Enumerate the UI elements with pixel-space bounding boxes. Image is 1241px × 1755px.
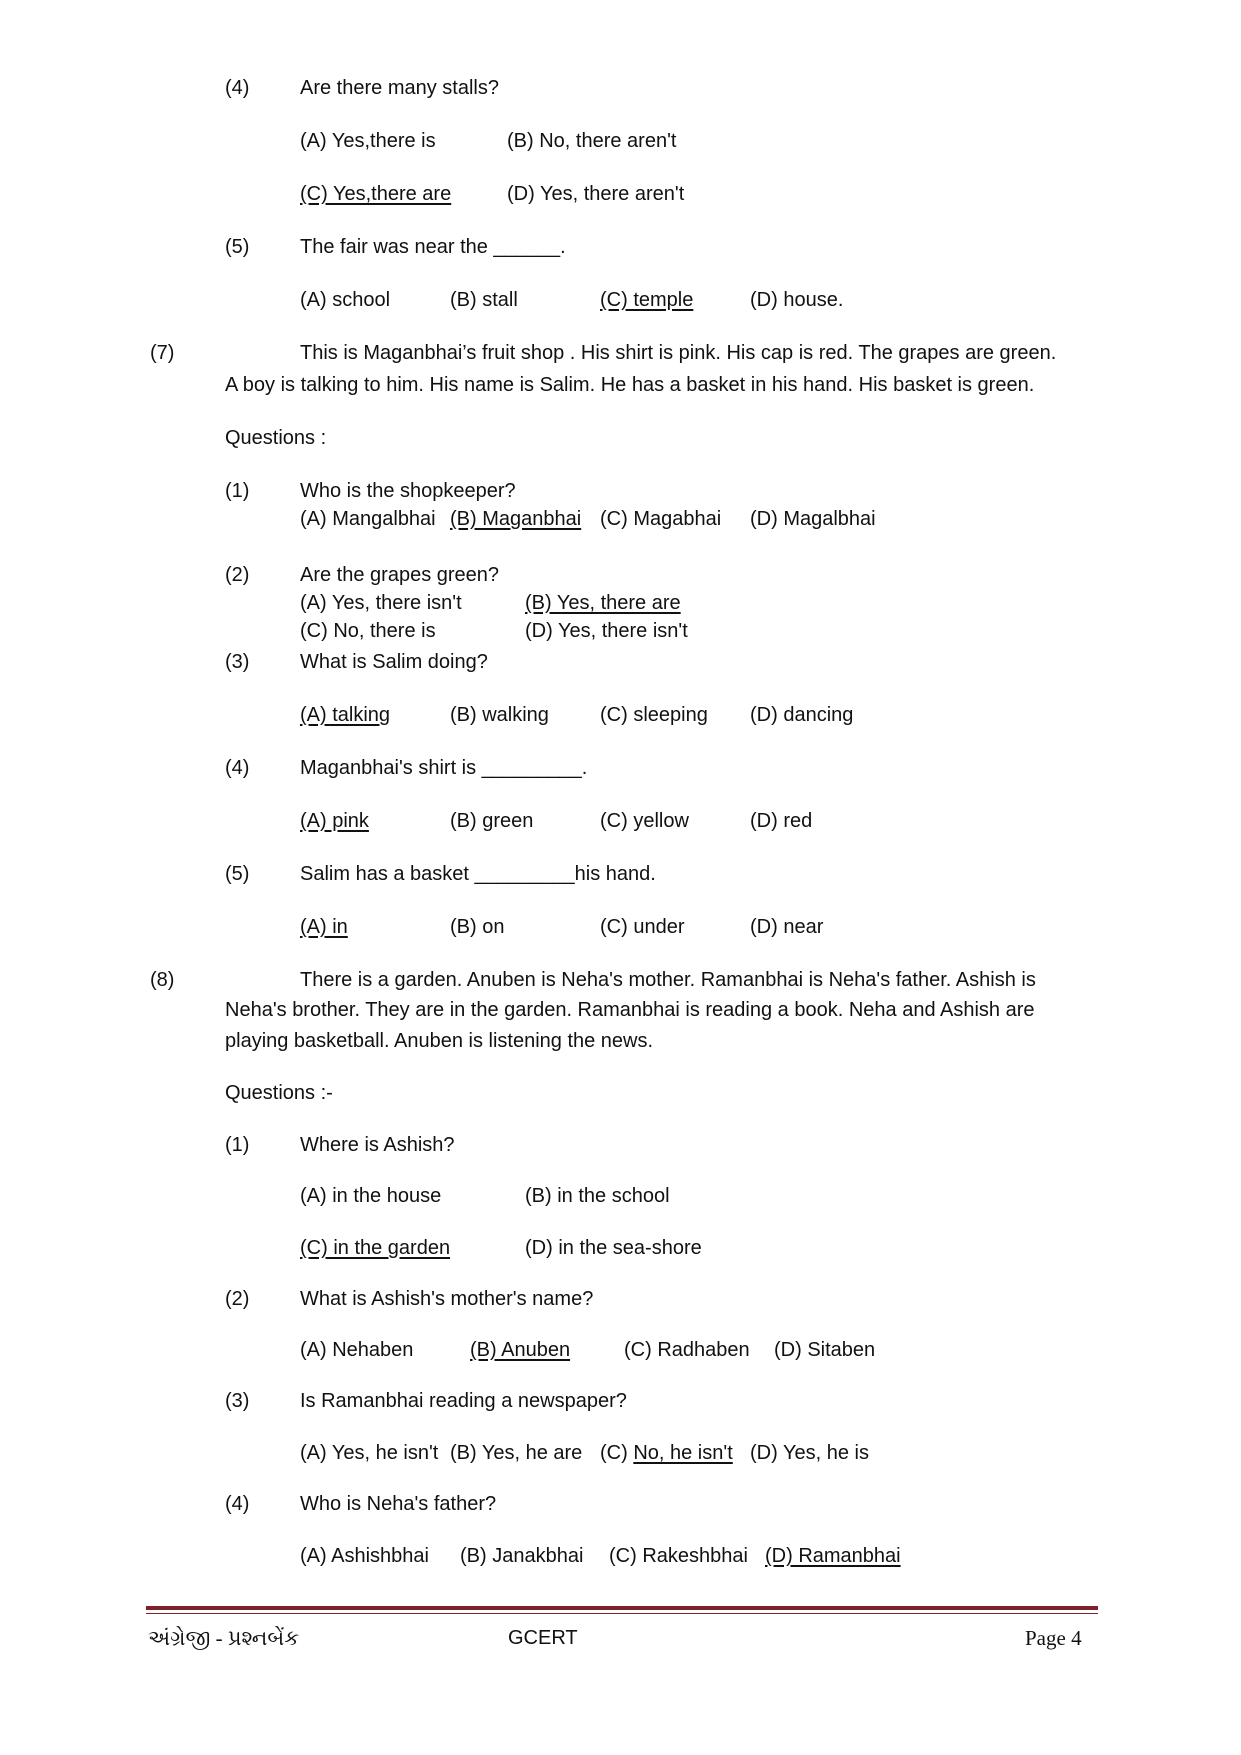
question-text: Who is the shopkeeper? bbox=[300, 480, 516, 502]
question-text: Are the grapes green? bbox=[300, 564, 500, 586]
option-d: (D) near bbox=[750, 916, 824, 938]
question-number: (1) bbox=[225, 1134, 250, 1156]
option-b: (B) stall bbox=[450, 289, 518, 311]
option-c: (C) Rakeshbhai bbox=[609, 1545, 748, 1567]
option-a: (A) Yes,there is bbox=[300, 130, 436, 152]
option-b: (B) Janakbhai bbox=[460, 1545, 584, 1567]
option-d: (D) in the sea-shore bbox=[525, 1237, 702, 1259]
option-d: (D) Yes, there isn't bbox=[525, 620, 688, 642]
question-text: Maganbhai's shirt is _________. bbox=[300, 757, 588, 779]
questions-label: Questions : bbox=[225, 427, 327, 449]
question-number: (4) bbox=[225, 77, 250, 99]
passage-line: playing basketball. Anuben is listening the news. bbox=[225, 1030, 654, 1052]
option-c: (C) sleeping bbox=[600, 704, 708, 726]
question-text: Are there many stalls? bbox=[300, 77, 499, 99]
option-c-answer: (C) in the garden bbox=[300, 1237, 451, 1259]
footer-subject: અંગ્રેજી - પ્રશ્નબેંક bbox=[148, 1626, 300, 1650]
section-number: (7) bbox=[150, 342, 175, 364]
option-a: (A) Yes, there isn't bbox=[300, 592, 462, 614]
option-d: (D) Sitaben bbox=[774, 1339, 876, 1361]
option-b: (B) walking bbox=[450, 704, 549, 726]
page-number: Page 4 bbox=[1025, 1626, 1082, 1650]
option-c-prefix: (C) bbox=[600, 1442, 628, 1464]
question-number: (2) bbox=[225, 1288, 250, 1310]
question-text: Is Ramanbhai reading a newspaper? bbox=[300, 1390, 627, 1412]
question-number: (5) bbox=[225, 863, 250, 885]
option-a: (A) school bbox=[300, 289, 391, 311]
passage-line: There is a garden. Anuben is Neha's mother. Ramanbhai is Neha's father. Ashish is bbox=[300, 969, 1036, 991]
question-number: (2) bbox=[225, 564, 250, 586]
option-d: (D) house. bbox=[750, 289, 844, 311]
question-text: Salim has a basket _________his hand. bbox=[300, 863, 656, 885]
option-a-answer: (A) in bbox=[300, 916, 348, 938]
option-d: (D) red bbox=[750, 810, 813, 832]
option-b: (B) No, there aren't bbox=[507, 130, 677, 152]
question-text: The fair was near the ______. bbox=[300, 236, 566, 258]
option-a: (A) Nehaben bbox=[300, 1339, 414, 1361]
option-a-answer: (A) talking bbox=[300, 704, 391, 726]
option-c-answer: No, he isn't bbox=[633, 1442, 733, 1464]
question-number: (3) bbox=[225, 651, 250, 673]
option-c: (C) Radhaben bbox=[624, 1339, 750, 1361]
option-c: (C) Magabhai bbox=[600, 508, 722, 530]
question-number: (1) bbox=[225, 480, 250, 502]
option-d: (D) Yes, there aren't bbox=[507, 183, 685, 205]
option-c: (C) yellow bbox=[600, 810, 689, 832]
option-a: (A) Mangalbhai bbox=[300, 508, 436, 530]
option-d: (D) Magalbhai bbox=[750, 508, 876, 530]
option-d: (D) dancing bbox=[750, 704, 854, 726]
question-text: What is Salim doing? bbox=[300, 651, 488, 673]
option-c-answer: (C) temple bbox=[600, 289, 694, 311]
question-text: What is Ashish's mother's name? bbox=[300, 1288, 594, 1310]
option-c: (C) No, there is bbox=[300, 620, 436, 642]
question-number: (4) bbox=[225, 1493, 250, 1515]
questions-label: Questions :- bbox=[225, 1082, 333, 1104]
question-text: Who is Neha's father? bbox=[300, 1493, 497, 1515]
option-d: (D) Yes, he is bbox=[750, 1442, 869, 1464]
section-number: (8) bbox=[150, 969, 175, 991]
option-b: (B) in the school bbox=[525, 1185, 670, 1207]
passage-line: Neha's brother. They are in the garden. Ramanbhai is reading a book. Neha and Ashish are bbox=[225, 999, 1035, 1021]
option-a: (A) in the house bbox=[300, 1185, 442, 1207]
option-a-answer: (A) pink bbox=[300, 810, 369, 832]
question-number: (4) bbox=[225, 757, 250, 779]
question-number: (3) bbox=[225, 1390, 250, 1412]
question-text: Where is Ashish? bbox=[300, 1134, 455, 1156]
option-b: (B) Yes, he are bbox=[450, 1442, 583, 1464]
passage-line: A boy is talking to him. His name is Salim. He has a basket in his hand. His basket is green. bbox=[225, 374, 1035, 396]
option-b: (B) on bbox=[450, 916, 505, 938]
question-number: (5) bbox=[225, 236, 250, 258]
footer-publisher: GCERT bbox=[508, 1627, 578, 1649]
option-c: (C) under bbox=[600, 916, 685, 938]
passage-line: This is Maganbhai’s fruit shop . His shirt is pink. His cap is red. The grapes are green. bbox=[300, 342, 1057, 364]
option-b-answer: (B) Anuben bbox=[470, 1339, 571, 1361]
option-a: (A) Yes, he isn't bbox=[300, 1442, 439, 1464]
option-b-answer: (B) Yes, there are bbox=[525, 592, 681, 614]
option-a: (A) Ashishbhai bbox=[300, 1545, 429, 1567]
footer-rule-thick bbox=[146, 1606, 1098, 1610]
option-b-answer: (B) Maganbhai bbox=[450, 508, 582, 530]
option-d-answer: (D) Ramanbhai bbox=[765, 1545, 901, 1567]
option-c-answer: (C) Yes,there are bbox=[300, 183, 452, 205]
option-c bbox=[600, 1440, 733, 1466]
option-b: (B) green bbox=[450, 810, 534, 832]
footer-rule-thin bbox=[146, 1613, 1098, 1614]
